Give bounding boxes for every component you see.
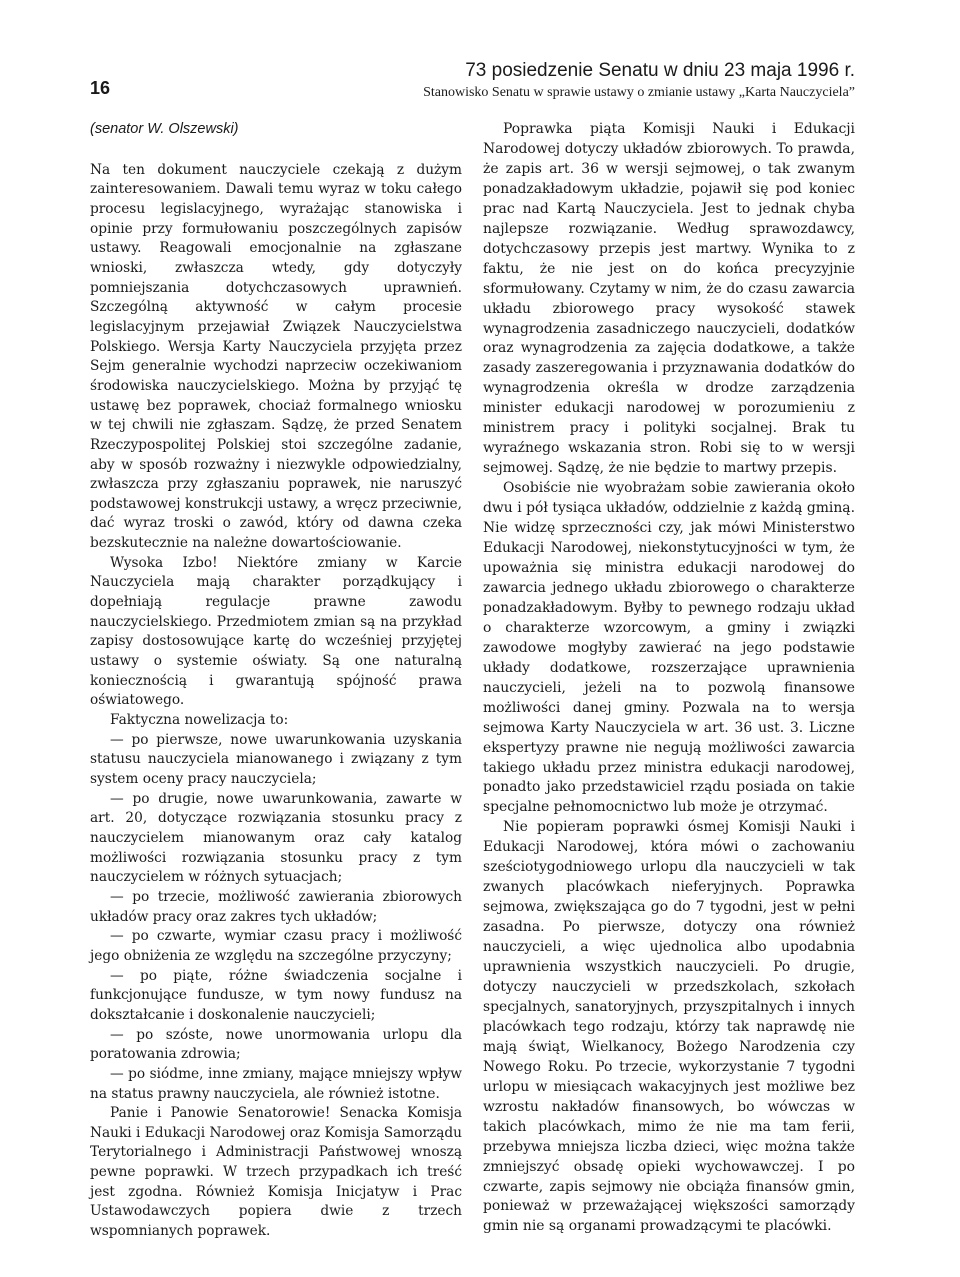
list-item: — po piąte, różne świadczenia socjalne i funkcjonujące fundusze, w tym nowy fundusz na dokształcanie i doskonalenie nauczycieli;: [90, 967, 462, 1023]
list-item: — po pierwsze, nowe uwarunkowania uzyskania statusu nauczyciela mianowanego i związany z tym system oceny pracy nauczyciela;: [90, 731, 462, 787]
paragraph: Faktyczna nowelizacja to:: [110, 712, 289, 729]
paragraph: Osobiście nie wyobrażam sobie zawierania około dwu i pół tysiąca układów, oddzielnie z każdą gminą. Nie widzę sprzeczności czy, jak mówi Ministerstwo Edukacji Narodowej, niekonstytucyjności w tym, że upoważnia się ministra edukacji narodowej do zawarcia jednego układu zbiorowego o charakterze ponadzakładowym. Byłby to pewnego rodzaju układ o charakterze wzorcowym, a gminy i związki zawodowe mogłyby zawierać na jego podstawie układy dodatkowe, rozszerzające uprawnienia nauczycieli, jeżeli na to pozwolą finansowe możliwości danej gminy. Pozwala na to wersja sejmowa Karty Nauczyciela w art. 36 ust. 3. Liczne ekspertyzy prawne nie negują możliwości zawarcia takiego układu przez ministra edukacji narodowej, ponadto jako przedstawiciel rządu posiada on takie specjalne pełnomocnictwo lub może je otrzymać.: [483, 480, 855, 816]
speaker-label: (senator W. Olszewski): [90, 121, 239, 137]
list-item: — po siódme, inne zmiany, mające mniejszy wpływ na status prawny nauczyciela, ale również istotne.: [90, 1065, 462, 1102]
list-item: — po drugie, nowe uwarunkowania, zawarte w art. 20, dotyczące rozwiązania stosunku pracy z nauczycielem mianowanym oraz cały katalog możliwości rozwiązania stosunku pracy z tym nauczycielem w różnych sytuacjach;: [90, 790, 462, 886]
header-title: 73 posiedzenie Senatu w dniu 23 maja 1996 r.: [465, 60, 855, 81]
running-header: [110, 60, 855, 101]
list-item: — po czwarte, wymiar czasu pracy i możliwość jego obniżenia ze względu na szczególne przyczyny;: [90, 928, 462, 964]
left-column: [90, 120, 462, 1242]
paragraph: Poprawka piąta Komisji Nauki i Edukacji Narodowej dotyczy układów zbiorowych. To prawda, że zapis art. 36 w wersji sejmowej, o tak zwanym ponadzakładowym układzie, pojawił się pod koniec prac nad Kartą Nauczyciela. Jest to jednak chyba najlepsze rozwiązanie. Według sprawozdawcy, dotychczasowy przepis jest martwy. Wynika to z faktu, że nie jest on do końca precyzyjnie sformułowany. Czytamy w nim, że do czasu zawarcia układu zbiorowego pracy wysokość stawek wynagrodzenia zasadniczego nauczycieli, dodatków oraz wynagrodzenia za zajęcia dodatkowe, a także zasady zaszeregowania i przyznawania dodatków do wynagrodzenia określa w drodze zarządzenia minister edukacji narodowej w porozumieniu z ministrem pracy i polityki socjalnej. Brak tu wyraźnego wskazania stron. Robi się to w wersji sejmowej. Sądzę, że nie będzie to martwy przepis.: [483, 121, 855, 477]
paragraph: Panie i Panowie Senatorowie! Senacka Komisja Nauki i Edukacji Narodowej oraz Komisja Samorządu Terytorialnego i Administracji Państwowej wnoszą pewne poprawki. W trzech przypadkach ich treść jest zgodna. Również Komisja Inicjatyw i Prac Ustawodawczych popiera dwie z trzech wspomnianych poprawek.: [90, 1105, 462, 1240]
list-item: — po trzecie, możliwość zawierania zbiorowych układów pracy oraz zakres tych układów;: [90, 888, 462, 925]
list-item: — po szóste, nowe unormowania urlopu dla poratowania zdrowia;: [90, 1026, 462, 1063]
page-number: 16: [90, 78, 111, 98]
header-subtitle: Stanowisko Senatu w sprawie ustawy o zmianie ustawy „Karta Nauczyciela”: [423, 85, 855, 100]
paragraph: Nie popieram poprawki ósmej Komisji Nauki i Edukacji Narodowej, która mówi o zachowaniu sześciotygodniowego urlopu dla nauczycieli w tak zwanych placówkach nieferyjnych. Poprawka sejmowa, zwiększająca go do 7 tygodni, jest w pełni zasadna. Po pierwsze, dotyczy ona również nauczycieli, a więc ujednolica albo upodabnia uprawnienia wszystkich nauczycieli. Po drugie, dotyczy nauczycieli w przedszkolach, szkołach specjalnych, sanatoryjnych, przyszpitalnych i innych placówkach tego rodzaju, którzy tak naprawdę nie mają świąt, Wielkanocy, Bożego Narodzenia czy Nowego Roku. Po trzecie, wykorzystanie 7 tygodni urlopu w miesiącach wakacyjnych jest możliwe bez wzrostu nakładów finansowych, bo wówczas w takich placówkach, mimo że nie ma tam ferii, przebywa mniejsza liczba dzieci, więc można także zmniejszyć obsadę opieki wychowawczej. I po czwarte, zapis sejmowy nie obciąża finansów gmin, ponieważ w przeważającej większości samorządy gmin nie są organami prowadzącymi te placówki.: [483, 819, 855, 1235]
paragraph: Wysoka Izbo! Niektóre zmiany w Karcie Nauczyciela mają charakter porządkujący i dopełniają regulacje prawne zawodu nauczycielskiego. Przedmiotem zmian są na przykład zapisy dostosowujące kartę do wcześniej przyjętej ustawy o systemie oświaty. Są one naturalną koniecznością i gwarantują spójność prawa oświatowego.: [90, 554, 462, 709]
paragraph: Na ten dokument nauczyciele czekają z dużym zainteresowaniem. Dawali temu wyraz w toku całego procesu legislacyjnego, wyrażając stanowiska i opinie przy formułowaniu poszczególnych zapisów ustawy. Reagowali emocjonalnie na zgłaszane wnioski, zwłaszcza wtedy, gdy dotyczyły pomniejszania dotychczasowych uprawnień. Szczególną aktywność w całym procesie legislacyjnym przejawiał Związek Nauczycielstwa Polskiego. Wersja Karty Nauczyciela przyjęta przez Sejm generalnie wychodzi naprzeciw oczekiwaniom środowiska nauczycielskiego. Można by przyjąć tę ustawę bez poprawek, chociaż formalnego wniosku w tej chwili nie zgłaszam. Sądzę, że przed Senatem Rzeczypospolitej Polskiej stoi szczególne zadanie, aby w sposób rozważny i niezwykle odpowiedzialny, zwłaszcza przy zgłaszaniu poprawek, nie naruszyć podstawowej konstrukcji ustawy, a wręcz przeciwnie, dać wyraz troski o zawód, który od dawna czeka bezskutecznie na należne dowartościowanie.: [90, 161, 462, 552]
right-column: [483, 120, 855, 1237]
